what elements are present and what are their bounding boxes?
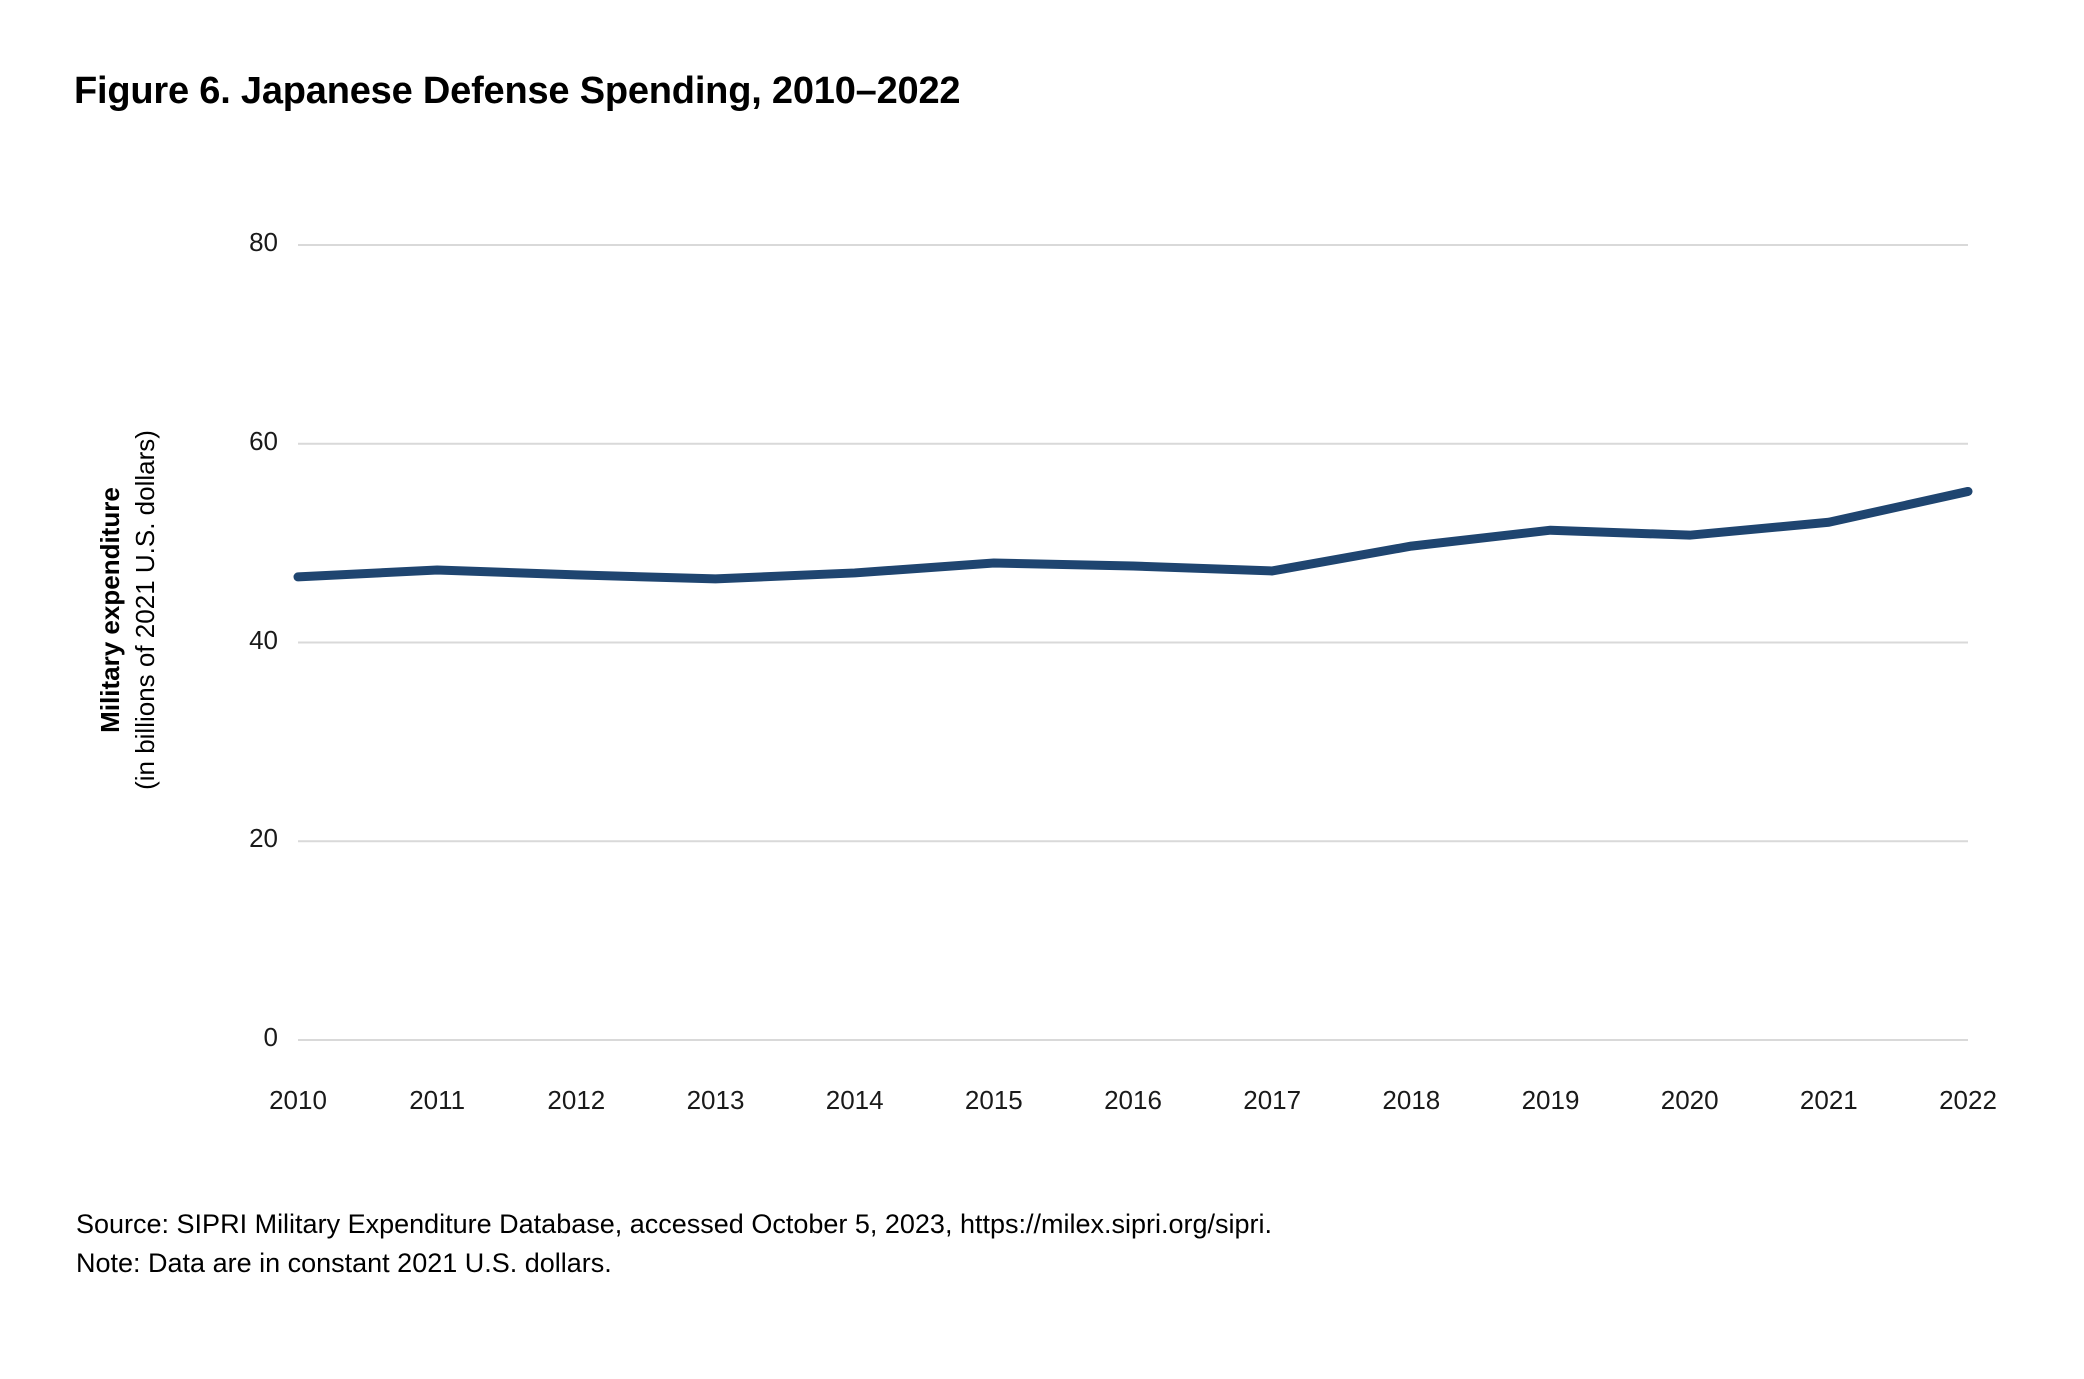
x-tick-label: 2014 (825, 1085, 884, 1115)
x-tick-label: 2022 (1939, 1085, 1997, 1115)
chart-plot-area (0, 150, 2084, 1150)
y-tick-label: 40 (249, 624, 278, 655)
x-tick-label: 2021 (1799, 1085, 1858, 1115)
x-tick-label: 2010 (269, 1085, 327, 1115)
x-tick-label: 2011 (409, 1085, 466, 1115)
source-note-block (76, 1205, 1272, 1283)
series-group (298, 491, 1968, 578)
x-tick-label: 2018 (1382, 1085, 1441, 1115)
data-line (298, 491, 1968, 578)
y-axis-title-line2: (in billions of 2021 U.S. dollars) (130, 430, 160, 790)
x-tick-label: 2019 (1521, 1085, 1580, 1115)
x-tick-label: 2016 (1104, 1085, 1162, 1115)
y-axis-title-line1: Military expenditure (94, 487, 125, 733)
x-tick-label: 2015 (964, 1085, 1023, 1115)
x-tick-label: 2020 (1660, 1085, 1719, 1115)
y-tick-label: 60 (249, 425, 278, 456)
y-tick-label: 80 (249, 227, 278, 257)
source-line: Source: SIPRI Military Expenditure Database, accessed October 5, 2023, https://milex.sipri.org/sipri. (76, 1209, 1273, 1239)
note-line: Note: Data are in constant 2021 U.S. dollars. (76, 1248, 612, 1279)
x-tick-label: 2012 (547, 1085, 606, 1115)
line-chart-svg (0, 150, 2084, 1150)
x-tick-label: 2013 (686, 1085, 745, 1115)
x-tick-label: 2017 (1243, 1085, 1302, 1115)
gridlines (298, 245, 1968, 1040)
y-tick-label: 20 (249, 823, 278, 854)
page-title: Figure 6. Japanese Defense Spending, 2010–2022 (74, 70, 961, 112)
y-tick-label: 0 (263, 1022, 278, 1052)
